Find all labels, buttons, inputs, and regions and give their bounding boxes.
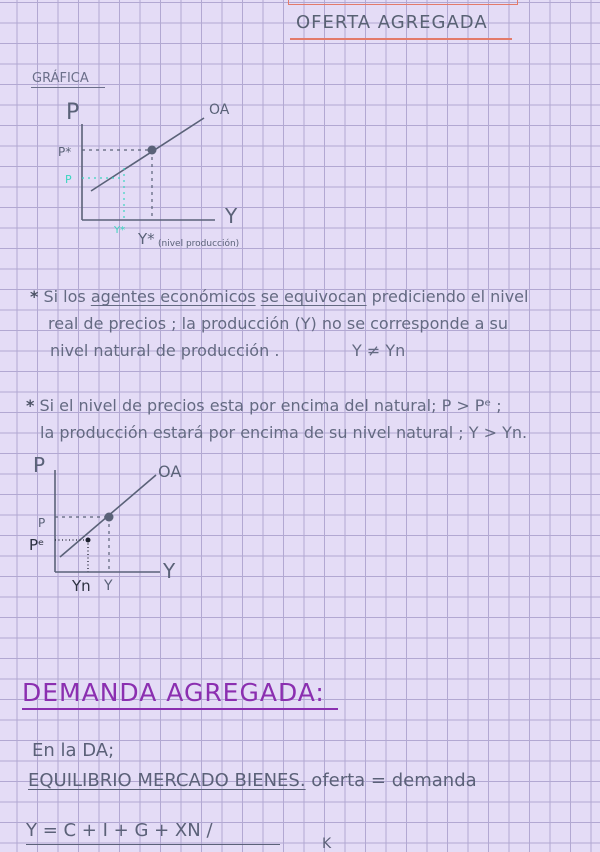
graph1-pstar-label: P*	[58, 145, 72, 159]
graph2-axis-y-label: Y	[163, 559, 176, 583]
asterisk-marker: *	[30, 287, 39, 306]
graph1-axis-p-label: P	[66, 100, 80, 125]
demanda-heading-underline	[22, 708, 338, 710]
graph1-y-note: (nivel producción)	[158, 239, 240, 249]
para2-line1-text: Si el nivel de precios esta por encima del natural; P > Pᵉ ;	[39, 396, 502, 415]
graph1-axis-y-label: Y	[225, 204, 238, 228]
da-equilibrium-line	[28, 770, 477, 791]
equilibrio-mercado-bienes: EQUILIBRIO MERCADO BIENES.	[28, 770, 306, 791]
graph2-axis-p-label: P	[33, 453, 46, 477]
graph1-ystar-label: Y*	[138, 230, 155, 248]
formula-box-edge	[26, 844, 280, 845]
graph1-oa-label: OA	[209, 102, 230, 118]
paragraph-1-line-2: real de precios ; la producción (Y) no se corresponde a su	[48, 314, 508, 333]
graph1-equilibrium-point	[148, 146, 157, 155]
graph2-natural-point	[86, 538, 91, 543]
paragraph-2-line-2: la producción estará por encima de su nivel natural ; Y > Yn.	[40, 423, 528, 442]
paragraph-2-line-1	[26, 392, 502, 419]
paragraph-1-line-3: nivel natural de producción .	[50, 341, 280, 360]
asterisk-marker-2: *	[26, 396, 35, 415]
para1-text-a: Si los	[43, 287, 91, 306]
da-formula-extra: K	[322, 836, 332, 852]
graph2-pe-label: Pᵉ	[29, 536, 45, 554]
section-label-grafica: GRÁFICA	[32, 71, 89, 86]
paragraph-1-line-1	[30, 283, 528, 310]
graph1-teal-p-label: P	[65, 173, 72, 186]
graph2-equilibrium-point	[105, 513, 114, 522]
paragraph-1-formula: Y ≠ Yn	[352, 341, 406, 360]
da-formula: Y = C + I + G + XN /	[26, 820, 213, 841]
graph1-oa-curve	[91, 118, 204, 191]
graph1-teal-y-label: Y*	[114, 225, 126, 236]
para1-underlined-equivocan: se equivocan	[260, 287, 367, 306]
da-intro-line: En la DA;	[32, 740, 115, 761]
graph2-p-label: P	[38, 516, 46, 530]
para1-underlined-agentes: agentes económicos	[90, 287, 256, 306]
oferta-graph-1	[0, 0, 600, 260]
graph2-yn-label: Yn	[72, 577, 91, 595]
oferta-graph-2	[0, 440, 600, 610]
graph2-y-label: Y	[104, 578, 113, 594]
page-title: OFERTA AGREGADA	[296, 12, 488, 33]
graph2-oa-label: OA	[158, 462, 182, 481]
para1-text-c: prediciendo el nivel	[366, 287, 529, 306]
oferta-demanda-text: oferta = demanda	[305, 770, 477, 791]
demanda-agregada-heading: DEMANDA AGREGADA:	[22, 678, 325, 707]
